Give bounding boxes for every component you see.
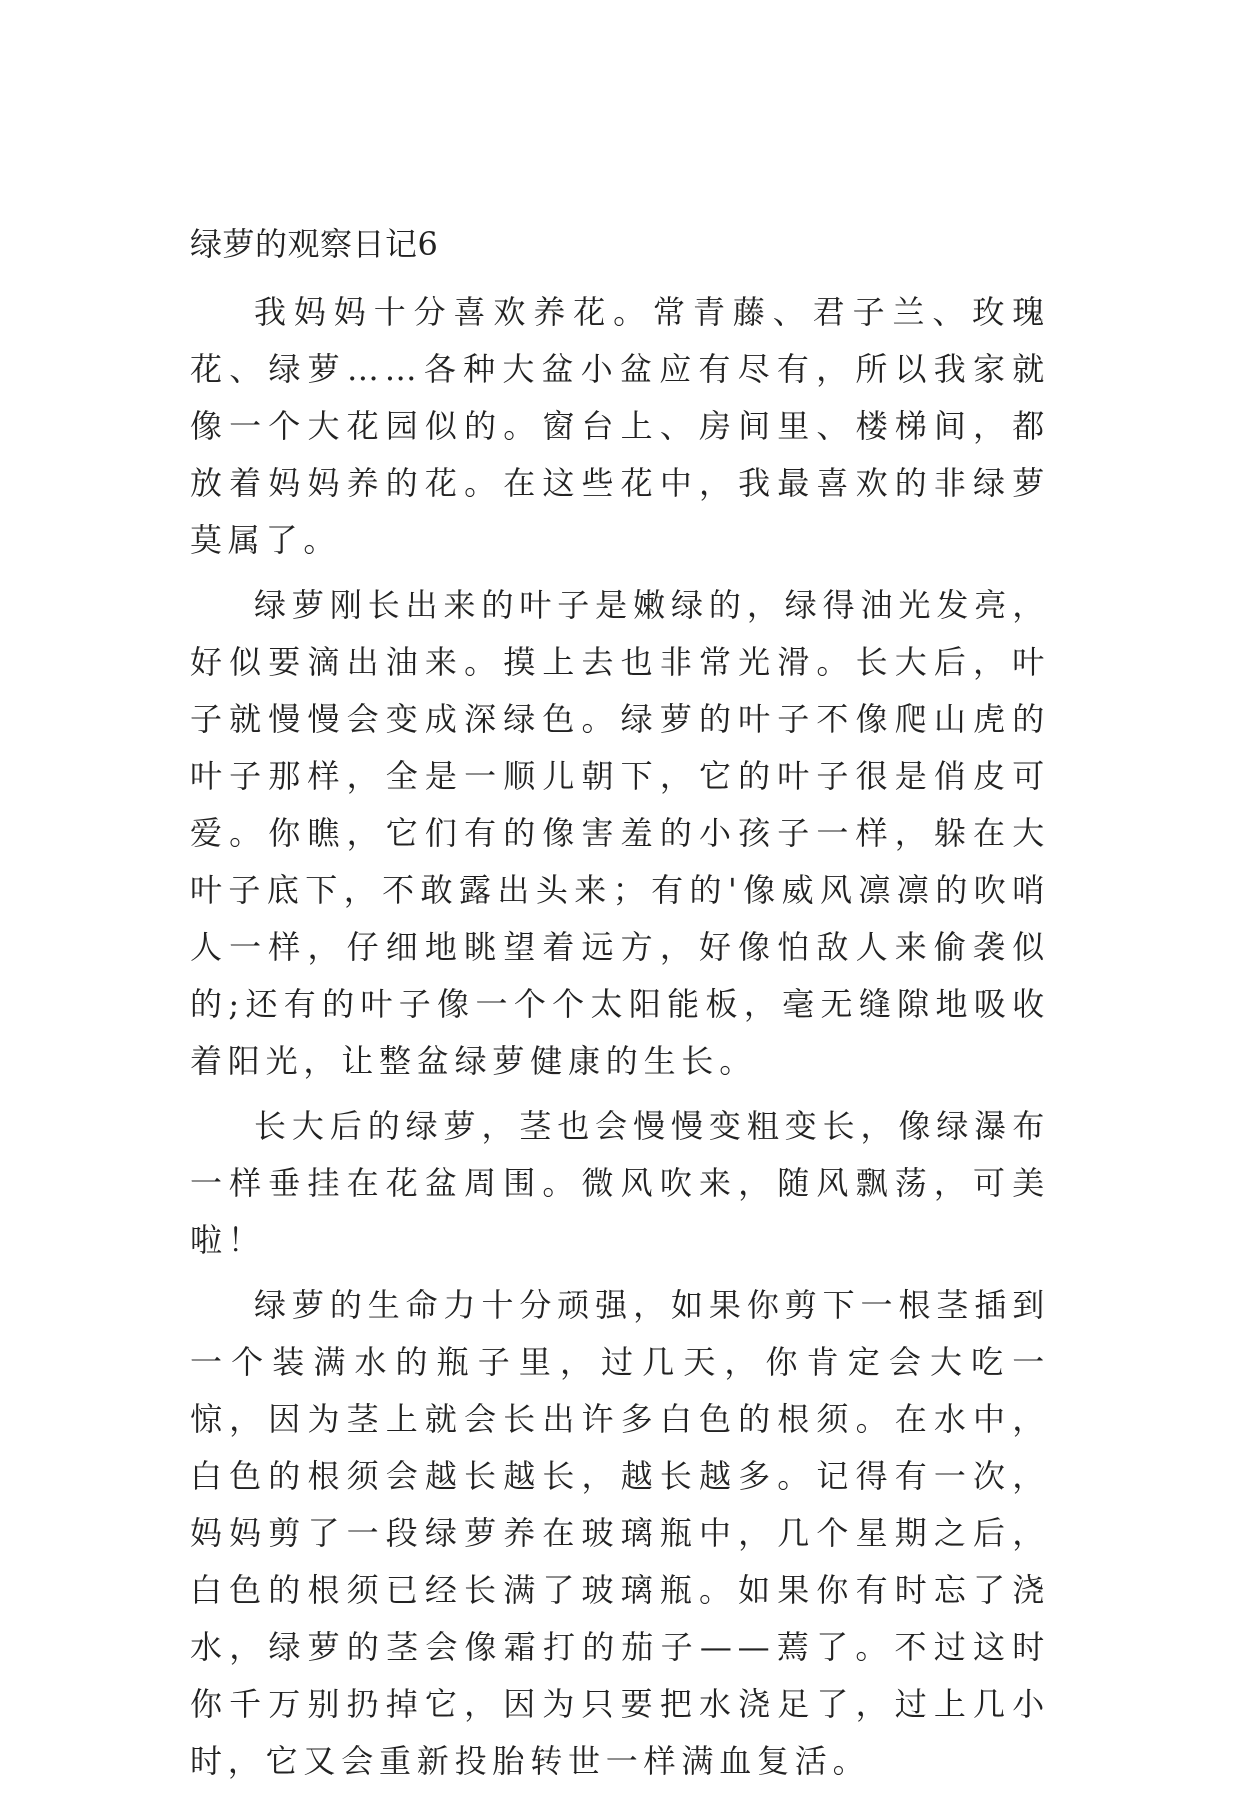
document-body: [190, 220, 1050, 1798]
paragraph-intro: 我妈妈十分喜欢养花。常青藤、君子兰、玫瑰花、绿萝……各种大盆小盆应有尽有，所以我家就像一个大花园似的。窗台上、房间里、楼梯间，都放着妈妈养的花。在这些花中，我最喜欢的非绿萝莫属了。: [190, 293, 1050, 559]
paragraph-stems: 长大后的绿萝，茎也会慢慢变粗变长，像绿瀑布一样垂挂在花盆周围。微风吹来，随风飘荡，可美啦！: [190, 1107, 1050, 1259]
paragraph-vitality: 绿萝的生命力十分顽强，如果你剪下一根茎插到一个装满水的瓶子里，过几天，你肯定会大吃一惊，因为茎上就会长出许多白色的根须。在水中，白色的根须会越长越长，越长越多。记得有一次，妈妈剪了一段绿萝养在玻璃瓶中，几个星期之后，白色的根须已经长满了玻璃瓶。如果你有时忘了浇水，绿萝的茎会像霜打的茄子——蔫了。不过这时你千万别扔掉它，因为只要把水浇足了，过上几小时，它又会重新投胎转世一样满血复活。: [190, 1286, 1050, 1780]
paragraph-leaves: 绿萝刚长出来的叶子是嫩绿的，绿得油光发亮，好似要滴出油来。摸上去也非常光滑。长大后，叶子就慢慢会变成深绿色。绿萝的叶子不像爬山虎的叶子那样，全是一顺儿朝下，它的叶子很是俏皮可爱。你瞧，它们有的像害羞的小孩子一样，躲在大叶子底下，不敢露出头来；有的'像威风凛凛的吹哨人一样，仔细地眺望着远方，好像怕敌人来偷袭似的;还有的叶子像一个个太阳能板，毫无缝隙地吸收着阳光，让整盆绿萝健康的生长。: [190, 586, 1050, 1080]
document-title: 绿萝的观察日记6: [190, 225, 439, 263]
